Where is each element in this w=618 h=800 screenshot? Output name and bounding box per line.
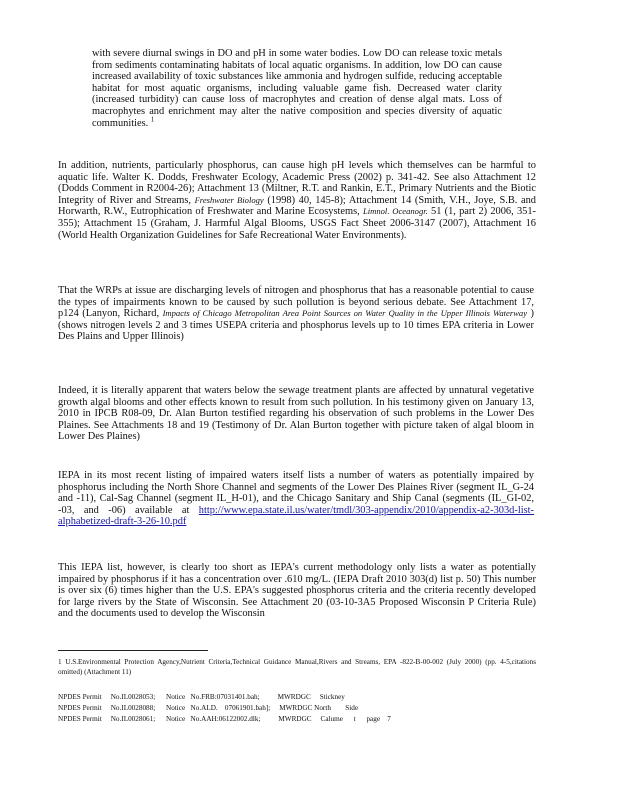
journal-title: Freshwater Biology [194, 194, 264, 205]
paragraph-text: This IEPA list, however, is clearly too short as IEPA's current methodology only lists a water as potentially impaired by phosphorus if it has a concentration over .610 mg/L. (IEPA Draft 2010 303(d) list p. 50) This number is over six (6) times higher than the U.S. EPA's suggested phosphorus criteria and the criteria recently developed for large rivers by the State of Wisconsin. See Attachment 20 (03-10-3A5 Proposed Wisconsin P Criteria Rule) and the documents used to develop the Wisconsin [58, 562, 536, 620]
paragraph-text: IEPA in its most recent listing of impaired waters itself lists a number of waters as potentially impaired by phosphorus including the North Shore Channel and segments of the Lower Des Plaines River (segment IL_G-24 and -11), Cal-Sag Channel (segment IL_H-01), and the Chicago Sanitary and Ship Canal (segments (IL_GI-02, -03, and -06) available at [58, 470, 534, 516]
paragraph-iepa-methodology [58, 562, 536, 620]
block-quote-text: with severe diurnal swings in DO and pH in some water bodies. Low DO can release toxic metals from sediments contaminating habitats of local aquatic organisms. In addition, low DO can cause increased availability of toxic substances like ammonia and hydrogen sulfide, reducing acceptable habitat for most aquatic organisms, including valuable game fish. Decreased water clarity (increased turbidity) can cause loss of macrophytes and creation of dense algal mats. Loss of macrophytes and enrichment may alter the native composition and species diversity of aquatic communities. [92, 48, 502, 129]
paragraph-text: 51 (1, part 2) 2006, 351-355); Attachment 15 (Graham, J. Harmful Algal Blooms, USGS Fact Sheet 2006-3147 (2007), Attachment 16 (World Health Organization Guidelines for Safe Recreational Water Environments). [58, 206, 536, 241]
paragraph-text: In addition, nutrients, particularly phosphorus, can cause high pH levels which themselves can be harmful to aquatic life. Walter K. Dodds, Freshwater Ecology, Academic Press (2002) p. 341-42. See also Attachment 12 (Dodds Comment in R2004-26); Attachment 13 (Miltner, R.T. and Rankin, E.T., Primary Nutrients and the Biotic Integrity of River and Streams, [58, 160, 536, 206]
paragraph-nutrients-ph [58, 160, 536, 241]
footnote-divider [58, 650, 208, 651]
paragraph-text: ) (shows nitrogen levels 2 and 3 times USEPA criteria and phosphorus levels up to 10 times EPA criteria in Lower Des Plains and Upper Illinois) [58, 308, 535, 343]
iepa-appendix-link[interactable]: http://www.epa.state.il.us/water/tmdl/303-appendix/2010/appendix-a2-303d-list-alphabetized-draft-3-26-10.pdf [58, 504, 534, 528]
journal-title: Limnol. Oceanogr. [362, 206, 428, 217]
paragraph-text: (1998) 40, 145-8); Attachment 14 (Smith, V.H., Joye, S.B. and Horwarth, R.W., Eutrophication of Freshwater and Marine Ecosystems, [58, 194, 536, 218]
paragraph-wrp-discharge [58, 285, 534, 343]
block-quote [92, 48, 502, 129]
paragraph-iepa-listing [58, 470, 534, 528]
footer-permit-line-1: NPDES Permit No.IL0028053; Notice No.FRB:07031401.bah; MWRDGC Stickney [58, 693, 345, 701]
paragraph-text: That the WRPs at issue are discharging levels of nitrogen and phosphorus that has a reasonable potential to cause the types of impairments known to be caused by such pollution is beyond serious debate. See Attachment 17, p124 (Lanyon, Richard, [58, 285, 534, 320]
footer-permit-line-3: NPDES Permit No.IL0028061; Notice No.AAH:06122002.dlk; MWRDGC Calume t page 7 [58, 715, 391, 723]
paragraph-text: Indeed, it is literally apparent that waters below the sewage treatment plants are affected by unnatural vegetative growth algal blooms and other effects known to result from such pollution. In his testimony given on January 13, 2010 in IPCB R08-09, Dr. Alan Burton testified regarding his observation of such problems in the Lower Des Plaines. See Attachments 18 and 19 (Testimony of Dr. Alan Burton together with picture taken of algal bloom in Lower Des Plaines) [58, 385, 534, 443]
report-title: Impacts of Chicago Metropolitan Area Point Sources on Water Quality in the Upper Illinois Waterway [162, 308, 528, 319]
footer-permit-line-2: NPDES Permit No.IL0028088; Notice No.ALD. 07061901.bah]; MWRDGC North Side [58, 704, 359, 712]
paragraph-burton-testimony [58, 385, 534, 443]
footnote-reference[interactable]: 1 [150, 115, 155, 124]
footnote-1: 1 U.S.Environmental Protection Agency,Nutrient Criteria,Technical Guidance Manual,Rivers and Streams, EPA -822-B-00-002 (July 2000) (pp. 4-5,citations omitted) (Attachment 11) [58, 658, 536, 676]
